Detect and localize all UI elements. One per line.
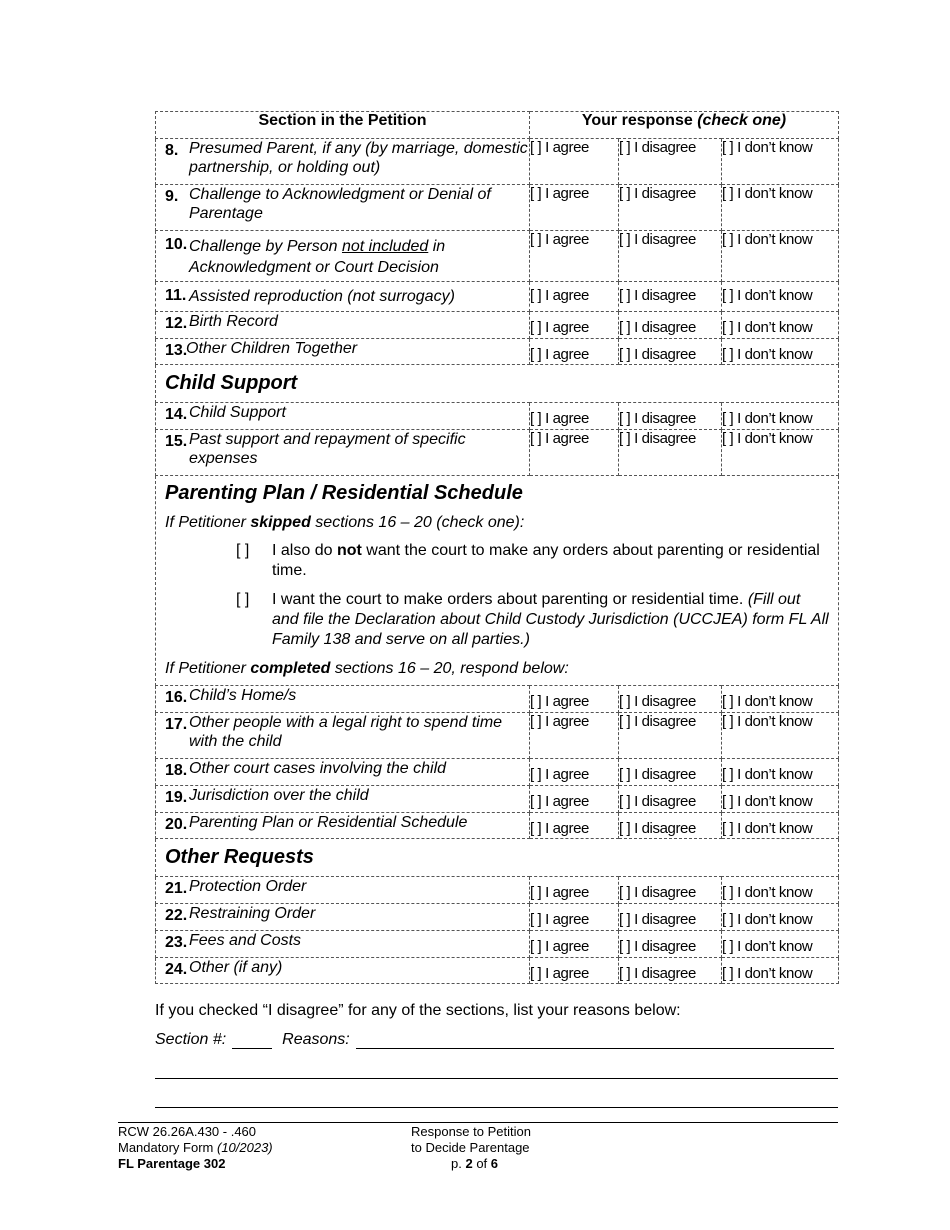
instruction-bold: skipped (250, 514, 311, 531)
row-number: 21. (165, 880, 188, 897)
checkbox-no-orders[interactable]: [ ] (236, 542, 250, 559)
disagree-checkbox[interactable]: [ ] I disagree (619, 713, 722, 759)
option-text: I want the court to make orders about parenting or residential time. (272, 591, 748, 608)
dont-know-checkbox[interactable]: [ ] I don’t know (722, 312, 839, 339)
footer-mandatory-text: Mandatory Form (118, 1140, 217, 1155)
agree-checkbox[interactable]: [ ] I agree (530, 282, 619, 312)
agree-checkbox[interactable]: [ ] I agree (530, 403, 619, 430)
table-row (156, 931, 839, 958)
row-label (156, 231, 530, 282)
dont-know-checkbox[interactable]: [ ] I don’t know (722, 931, 839, 958)
dont-know-checkbox[interactable]: [ ] I don’t know (722, 877, 839, 904)
footer-page-prefix: p. (451, 1156, 466, 1171)
dont-know-checkbox[interactable]: [ ] I don’t know (722, 958, 839, 984)
footer-title-2: to Decide Parentage (411, 1140, 530, 1155)
row-text: Other (if any) (189, 959, 283, 976)
row-text-part: in Acknowledgment or Court Decision (189, 238, 446, 276)
section-number-field[interactable] (232, 1032, 272, 1049)
response-table (155, 111, 839, 984)
row-number: 24. (165, 961, 188, 978)
agree-checkbox[interactable]: [ ] I agree (530, 958, 619, 984)
agree-checkbox[interactable]: [ ] I agree (530, 759, 619, 786)
disagree-checkbox[interactable]: [ ] I disagree (619, 403, 722, 430)
row-number: 14. (165, 406, 188, 423)
table-row (156, 786, 839, 813)
row-text: Child’s Home/s (189, 687, 297, 704)
agree-checkbox[interactable]: [ ] I agree (530, 877, 619, 904)
row-number: 16. (165, 689, 188, 706)
disagree-checkbox[interactable]: [ ] I disagree (619, 185, 722, 231)
row-text: Challenge to Acknowledgment or Denial of Parentage (189, 186, 491, 222)
parenting-block (156, 476, 839, 686)
dont-know-checkbox[interactable]: [ ] I don’t know (722, 403, 839, 430)
disagree-checkbox[interactable]: [ ] I disagree (619, 282, 722, 312)
disagree-checkbox[interactable]: [ ] I disagree (619, 786, 722, 813)
row-label (156, 931, 530, 958)
table-row (156, 282, 839, 312)
disagree-checkbox[interactable]: [ ] I disagree (619, 877, 722, 904)
footer-page-of: of (472, 1156, 491, 1171)
table-row (156, 185, 839, 231)
row-text: Presumed Parent, if any (by marriage, domestic partnership, or holding out) (189, 140, 528, 176)
dont-know-checkbox[interactable]: [ ] I don’t know (722, 713, 839, 759)
row-number: 10. (165, 236, 188, 253)
row-label (156, 430, 530, 476)
agree-checkbox[interactable]: [ ] I agree (530, 139, 619, 185)
disagree-checkbox[interactable]: [ ] I disagree (619, 231, 722, 282)
row-text-part: Challenge by Person (189, 238, 342, 255)
dont-know-checkbox[interactable]: [ ] I don’t know (722, 686, 839, 713)
agree-checkbox[interactable]: [ ] I agree (530, 686, 619, 713)
disagree-checkbox[interactable]: [ ] I disagree (619, 686, 722, 713)
section-title-child-support: Child Support (156, 365, 839, 403)
row-text: Protection Order (189, 878, 307, 895)
table-header-row (156, 112, 839, 139)
row-number: 13. (165, 342, 188, 359)
option-no-orders-text (272, 541, 829, 581)
reasons-field-line-2[interactable] (155, 1078, 838, 1079)
option-want-orders[interactable] (236, 590, 829, 650)
row-number: 12. (165, 315, 188, 332)
row-text: Birth Record (189, 313, 278, 330)
row-text: Jurisdiction over the child (189, 787, 369, 804)
header-response-label: Your response (581, 112, 693, 129)
reasons-label: Reasons: (282, 1031, 350, 1048)
reasons-field-line-3[interactable] (155, 1107, 838, 1108)
disagree-checkbox[interactable]: [ ] I disagree (619, 339, 722, 365)
disagree-checkbox[interactable]: [ ] I disagree (619, 139, 722, 185)
dont-know-checkbox[interactable]: [ ] I don’t know (722, 759, 839, 786)
footer-title-1: Response to Petition (411, 1124, 531, 1139)
table-row (156, 904, 839, 931)
footer-rcw: RCW 26.26A.430 - .460 (118, 1124, 257, 1139)
table-row (156, 339, 839, 365)
disagree-checkbox[interactable]: [ ] I disagree (619, 904, 722, 931)
section-row (156, 839, 839, 877)
dont-know-checkbox[interactable]: [ ] I don’t know (722, 185, 839, 231)
row-number: 8. (165, 142, 179, 159)
row-text: Fees and Costs (189, 932, 302, 949)
row-label (156, 139, 530, 185)
parenting-block-row (156, 476, 839, 686)
footer-page-number: 2 (465, 1156, 473, 1171)
header-section: Section in the Petition (156, 112, 530, 139)
option-bold: not (336, 542, 362, 559)
row-label (156, 877, 530, 904)
row-label (156, 786, 530, 813)
option-text: want the court to make any orders about parenting or residential time. (272, 542, 820, 579)
agree-checkbox[interactable]: [ ] I agree (530, 312, 619, 339)
table-row (156, 686, 839, 713)
agree-checkbox[interactable]: [ ] I agree (530, 231, 619, 282)
instruction-bold: completed (250, 660, 331, 677)
checkbox-want-orders[interactable]: [ ] (236, 591, 250, 608)
agree-checkbox[interactable]: [ ] I agree (530, 339, 619, 365)
instruction-text: If Petitioner (165, 514, 251, 531)
section-title-parenting: Parenting Plan / Residential Schedule (165, 482, 523, 504)
header-response-note: (check one) (697, 112, 787, 129)
footer-middle (411, 1124, 531, 1172)
row-text: Other people with a legal right to spend time with the child (189, 714, 503, 750)
row-number: 9. (165, 188, 179, 205)
section-row (156, 365, 839, 403)
dont-know-checkbox[interactable]: [ ] I don’t know (722, 430, 839, 476)
row-number: 11. (165, 287, 187, 304)
footer-mandatory (118, 1140, 273, 1156)
disagree-checkbox[interactable]: [ ] I disagree (619, 312, 722, 339)
table-row (156, 430, 839, 476)
row-number: 18. (165, 762, 188, 779)
disagree-checkbox[interactable]: [ ] I disagree (619, 430, 722, 476)
row-label (156, 185, 530, 231)
header-response (530, 112, 839, 139)
table-row (156, 713, 839, 759)
dont-know-checkbox[interactable]: [ ] I don’t know (722, 813, 839, 839)
row-label (156, 686, 530, 713)
disagree-checkbox[interactable]: [ ] I disagree (619, 931, 722, 958)
option-note: (Fill out and file the Declaration about Child Custody Jurisdiction (UCCJEA) form FL All Family 138 and serve on all parties.) (272, 591, 829, 648)
row-label (156, 759, 530, 786)
row-number: 22. (165, 907, 188, 924)
row-text: Parenting Plan or Residential Schedule (189, 814, 468, 831)
instruction-text: sections 16 – 20 (check one): (310, 514, 525, 531)
table-row (156, 958, 839, 984)
footer-left (118, 1124, 273, 1172)
dont-know-checkbox[interactable]: [ ] I don’t know (722, 904, 839, 931)
row-text: Assisted reproduction (not surrogacy) (189, 288, 455, 305)
row-text: Past support and repayment of specific expenses (189, 431, 466, 467)
dont-know-checkbox[interactable]: [ ] I don’t know (722, 282, 839, 312)
row-label (156, 339, 530, 365)
row-label (156, 713, 530, 759)
row-text: Child Support (189, 404, 286, 421)
reasons-field[interactable] (356, 1032, 834, 1049)
agree-checkbox[interactable]: [ ] I agree (530, 430, 619, 476)
instruction-text: If Petitioner (165, 660, 251, 677)
row-number: 19. (165, 789, 188, 806)
agree-checkbox[interactable]: [ ] I agree (530, 185, 619, 231)
row-text: Other court cases involving the child (189, 760, 447, 777)
row-label (156, 813, 530, 839)
dont-know-checkbox[interactable]: [ ] I don’t know (722, 139, 839, 185)
disagree-checkbox[interactable]: [ ] I disagree (619, 958, 722, 984)
dont-know-checkbox[interactable]: [ ] I don’t know (722, 339, 839, 365)
agree-checkbox[interactable]: [ ] I agree (530, 713, 619, 759)
dont-know-checkbox[interactable]: [ ] I don’t know (722, 786, 839, 813)
footer-mandatory-date: (10/2023) (216, 1140, 273, 1155)
agree-checkbox[interactable]: [ ] I agree (530, 931, 619, 958)
reasons-intro: If you checked “I disagree” for any of the sections, list your reasons below: (155, 1002, 681, 1019)
agree-checkbox[interactable]: [ ] I agree (530, 786, 619, 813)
row-text: Restraining Order (189, 905, 316, 922)
row-number: 17. (165, 716, 188, 733)
table-row (156, 759, 839, 786)
footer-form-id: FL Parentage 302 (118, 1156, 226, 1171)
row-label (156, 282, 530, 312)
completed-instruction (165, 660, 829, 678)
option-no-orders[interactable] (236, 541, 829, 581)
skipped-instruction (165, 514, 829, 532)
footer-page (411, 1156, 531, 1172)
row-label (156, 958, 530, 984)
agree-checkbox[interactable]: [ ] I agree (530, 904, 619, 931)
instruction-text: sections 16 – 20, respond below: (330, 660, 569, 677)
section-number-label: Section #: (155, 1031, 227, 1048)
table-row (156, 403, 839, 430)
reasons-line (155, 1031, 834, 1049)
section-title-other-requests: Other Requests (156, 839, 839, 877)
row-number: 23. (165, 934, 188, 951)
row-label (156, 904, 530, 931)
footer-divider (118, 1122, 838, 1123)
table-row (156, 877, 839, 904)
row-text-underlined: not included (341, 238, 429, 255)
disagree-checkbox[interactable]: [ ] I disagree (619, 759, 722, 786)
row-number: 20. (165, 816, 188, 833)
option-want-orders-text (272, 590, 829, 650)
agree-checkbox[interactable]: [ ] I agree (530, 813, 619, 839)
row-text (156, 236, 529, 278)
row-text: Other Children Together (186, 340, 358, 357)
table-row (156, 813, 839, 839)
row-label (156, 312, 530, 339)
option-text: I also do (272, 542, 337, 559)
row-label (156, 403, 530, 430)
row-number: 15. (165, 433, 188, 450)
dont-know-checkbox[interactable]: [ ] I don’t know (722, 231, 839, 282)
disagree-checkbox[interactable]: [ ] I disagree (619, 813, 722, 839)
footer-page-total: 6 (490, 1156, 499, 1171)
table-row (156, 139, 839, 185)
table-row (156, 312, 839, 339)
table-row (156, 231, 839, 282)
